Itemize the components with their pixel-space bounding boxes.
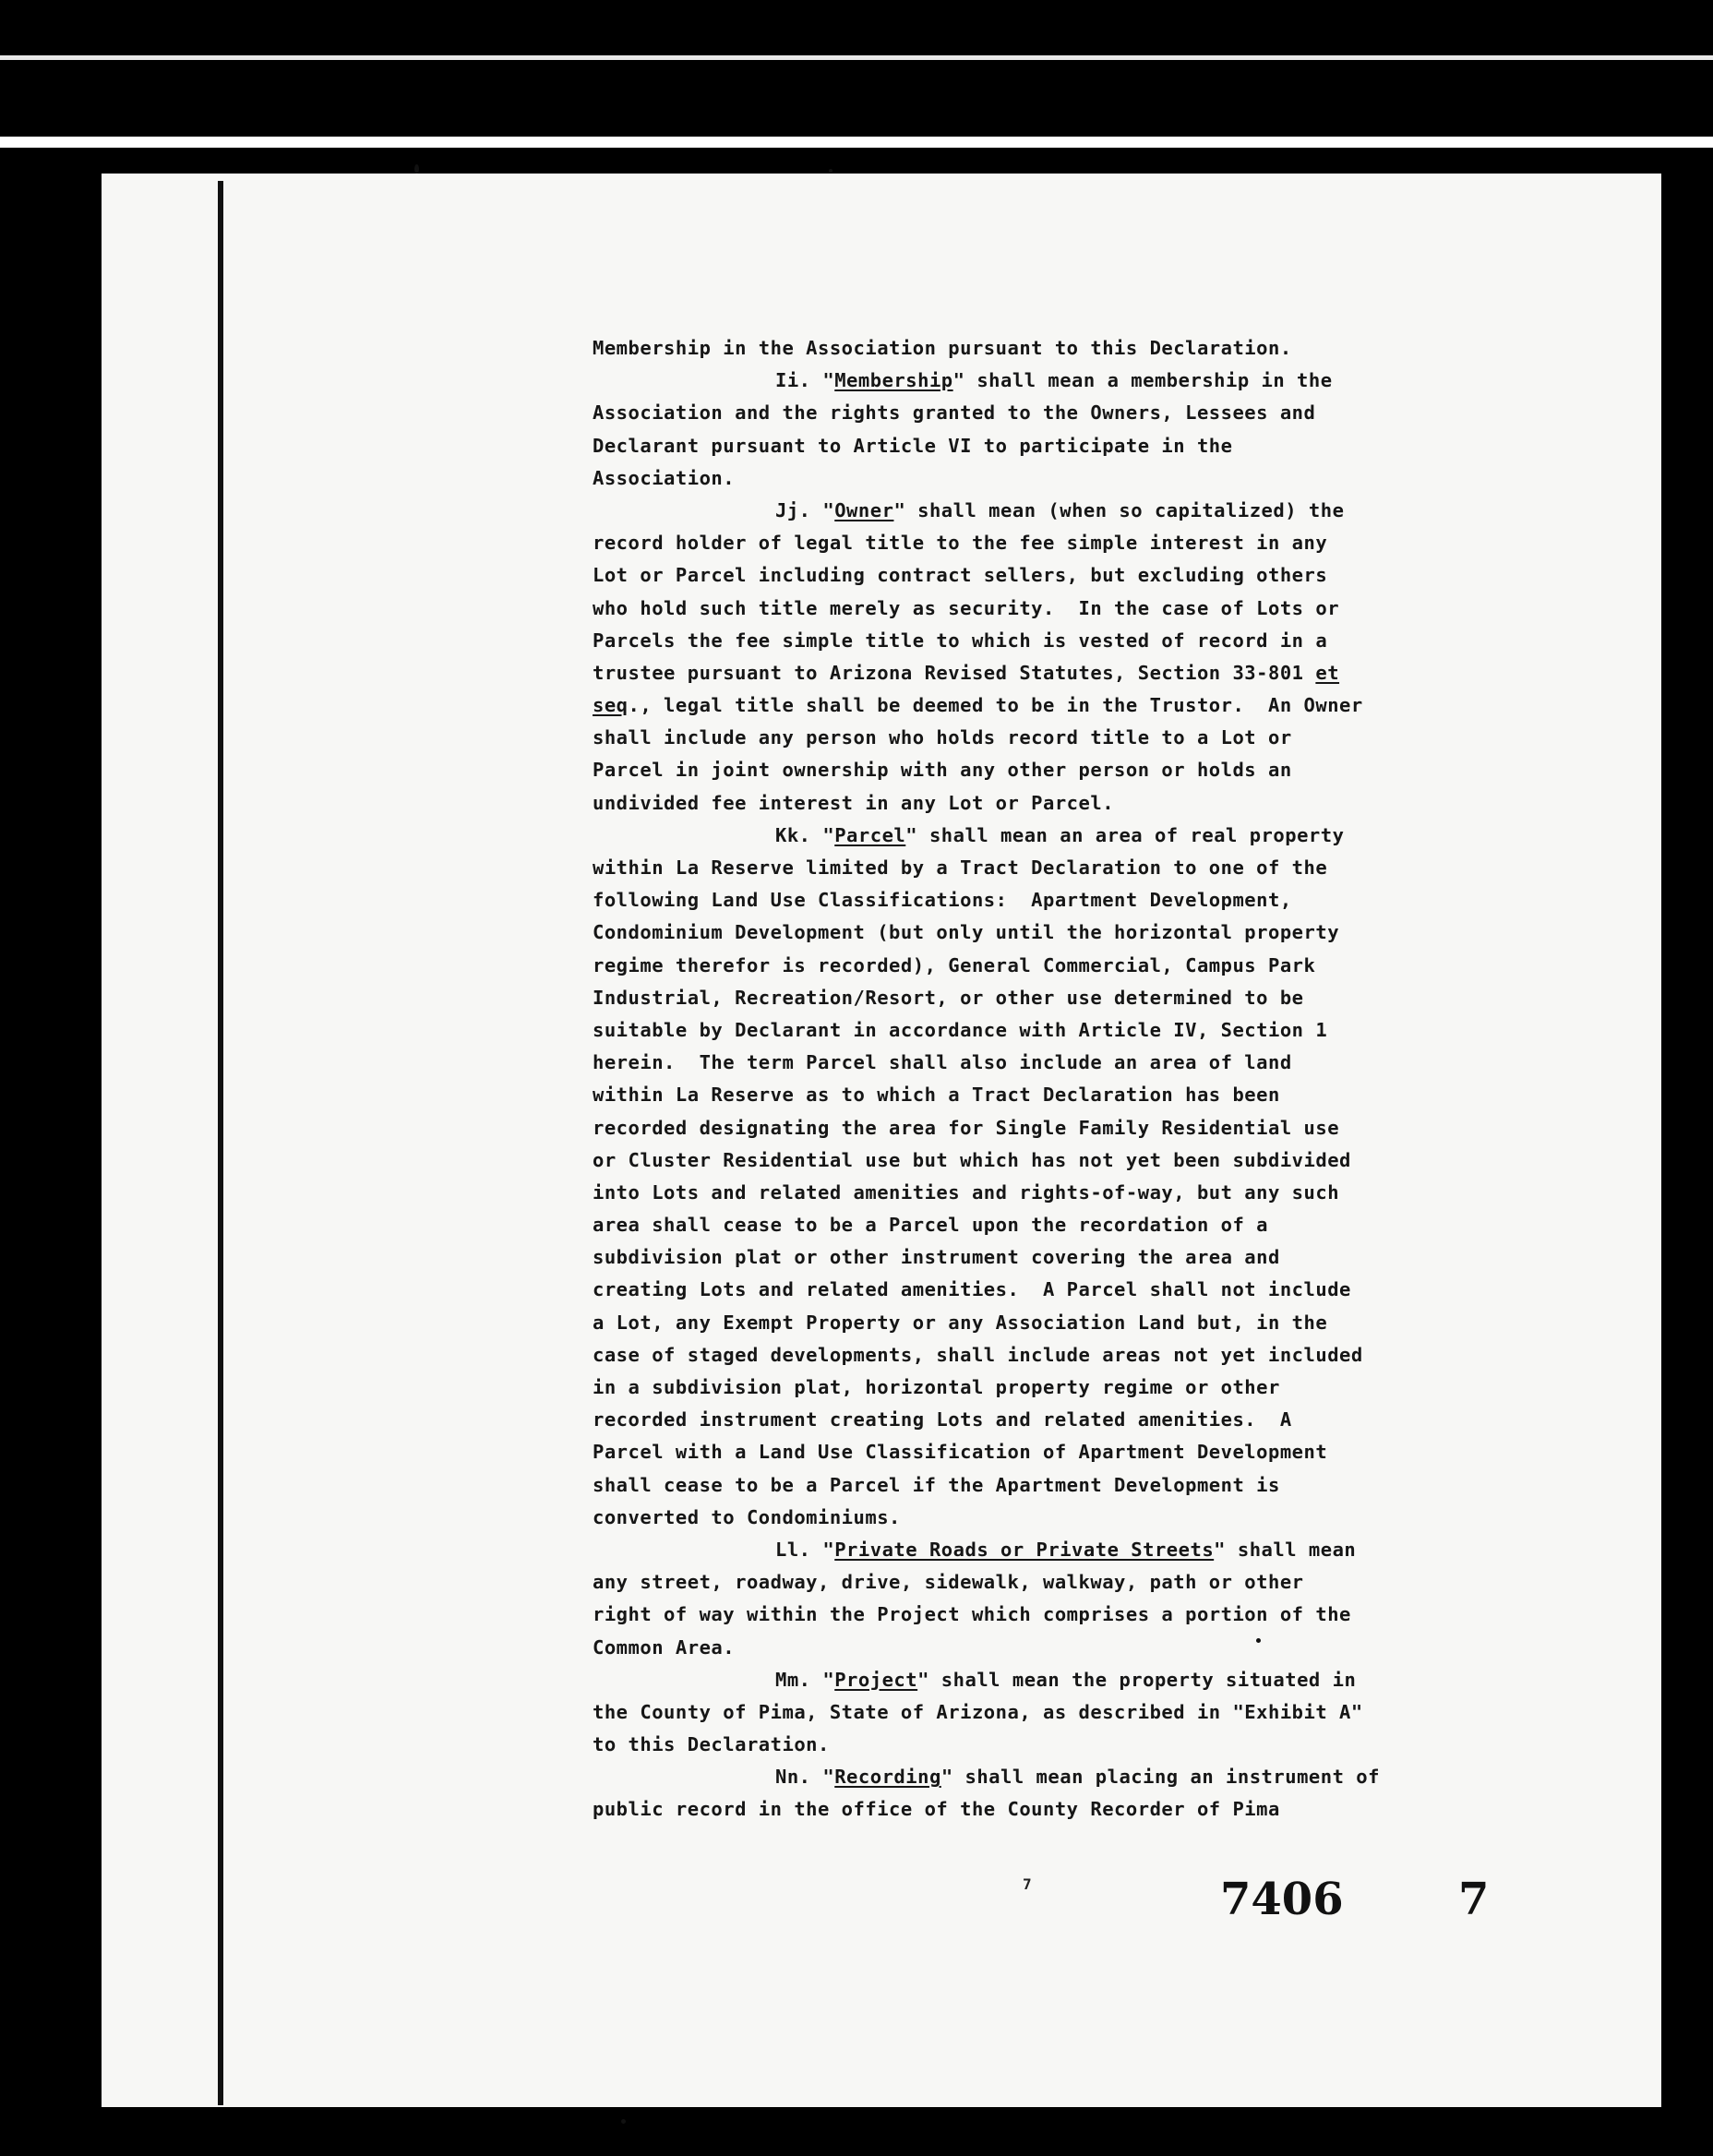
text-segment: regime therefor is recorded), General Commercial, Campus Park bbox=[593, 953, 1316, 976]
text-line bbox=[593, 1274, 1460, 1306]
text-segment: public record in the office of the County Recorder of Pima bbox=[593, 1798, 1280, 1821]
text-segment: Common Area. bbox=[593, 1635, 736, 1659]
scan-band bbox=[0, 137, 1713, 148]
defined-term: Membership bbox=[834, 369, 953, 392]
scan-speck bbox=[621, 2119, 626, 2124]
text-line bbox=[593, 1404, 1460, 1436]
scan-speck bbox=[414, 164, 419, 174]
text-segment: " shall mean the property situated in bbox=[917, 1668, 1357, 1691]
text-line bbox=[593, 1502, 1460, 1534]
text-segment: Parcels the fee simple title to which is vested of record in a bbox=[593, 629, 1328, 652]
text-segment: within La Reserve limited by a Tract Declaration to one of the bbox=[593, 856, 1328, 879]
text-segment: subdivision plat or other instrument covering the area and bbox=[593, 1246, 1280, 1269]
text-line bbox=[593, 1079, 1460, 1111]
text-segment: case of staged developments, shall include areas not yet included bbox=[593, 1343, 1363, 1366]
text-segment: into Lots and related amenities and rights-of-way, but any such bbox=[593, 1180, 1340, 1204]
text-segment: shall cease to be a Parcel if the Apartment Development is bbox=[593, 1473, 1280, 1496]
text-segment: ., legal title shall be deemed to be in the Trustor. An Owner bbox=[628, 694, 1363, 717]
binding-line bbox=[218, 181, 223, 2105]
text-line bbox=[593, 689, 1460, 722]
text-line bbox=[593, 1696, 1460, 1729]
recording-stamp-number: 7406 bbox=[1220, 1874, 1344, 1925]
text-line bbox=[593, 1339, 1460, 1371]
text-line bbox=[593, 722, 1460, 754]
text-segment: to this Declaration. bbox=[593, 1733, 830, 1756]
text-segment: who hold such title merely as security. In the case of Lots or bbox=[593, 596, 1340, 619]
text-segment: Membership in the Association pursuant to this Declaration. bbox=[593, 337, 1292, 359]
text-line bbox=[593, 1177, 1460, 1209]
text-segment: recorded designating the area for Single Family Residential use bbox=[593, 1116, 1340, 1139]
text-segment: " shall mean placing an instrument of bbox=[940, 1766, 1380, 1789]
text-segment: Declarant pursuant to Article VI to participate in the bbox=[593, 434, 1233, 457]
text-line bbox=[593, 657, 1460, 689]
text-line bbox=[593, 593, 1460, 625]
text-line bbox=[593, 754, 1460, 786]
text-segment: Lot or Parcel including contract sellers, but excluding others bbox=[593, 564, 1328, 587]
text-segment: Mm. " bbox=[775, 1668, 835, 1691]
text-segment: or Cluster Residential use but which has not yet been subdivided bbox=[593, 1148, 1351, 1171]
text-segment: Ll. " bbox=[775, 1538, 835, 1561]
text-segment: a Lot, any Exempt Property or any Association Land but, in the bbox=[593, 1311, 1328, 1334]
text-line bbox=[593, 365, 1460, 397]
text-line bbox=[593, 559, 1460, 592]
declaration-text bbox=[593, 332, 1460, 1827]
text-line bbox=[593, 430, 1460, 462]
text-line bbox=[593, 1014, 1460, 1047]
text-line bbox=[593, 1793, 1460, 1826]
text-segment: suitable by Declarant in accordance with Article IV, Section 1 bbox=[593, 1018, 1328, 1041]
text-segment: in a subdivision plat, horizontal property regime or other bbox=[593, 1376, 1280, 1398]
text-line bbox=[593, 1632, 1460, 1664]
text-line bbox=[593, 527, 1460, 559]
defined-term: Private Roads or Private Streets bbox=[834, 1538, 1215, 1561]
defined-term: Parcel bbox=[834, 823, 906, 846]
text-segment: recorded instrument creating Lots and related amenities. A bbox=[593, 1408, 1292, 1431]
text-line bbox=[593, 1469, 1460, 1502]
text-segment: Condominium Development (but only until the horizontal property bbox=[593, 921, 1340, 944]
text-line bbox=[593, 1534, 1460, 1566]
text-line bbox=[593, 495, 1460, 527]
defined-term: Recording bbox=[834, 1766, 941, 1789]
text-line bbox=[593, 1047, 1460, 1079]
text-segment: Ii. " bbox=[775, 369, 835, 392]
text-line bbox=[593, 1371, 1460, 1404]
text-segment: right of way within the Project which comprises a portion of the bbox=[593, 1603, 1351, 1626]
text-line bbox=[593, 1761, 1460, 1793]
text-line bbox=[593, 1566, 1460, 1599]
text-segment: area shall cease to be a Parcel upon the recordation of a bbox=[593, 1214, 1268, 1237]
text-line bbox=[593, 1307, 1460, 1339]
text-segment: undivided fee interest in any Lot or Parcel. bbox=[593, 791, 1115, 814]
text-segment: " shall mean a membership in the bbox=[952, 369, 1333, 392]
text-line bbox=[593, 787, 1460, 820]
text-line bbox=[593, 397, 1460, 429]
page-number: 7 bbox=[1023, 1875, 1032, 1893]
text-segment: converted to Condominiums. bbox=[593, 1505, 901, 1528]
text-line bbox=[593, 625, 1460, 657]
text-segment: the County of Pima, State of Arizona, as described in "Exhibit A" bbox=[593, 1700, 1363, 1723]
text-line bbox=[593, 820, 1460, 852]
defined-term: Owner bbox=[834, 498, 894, 521]
text-line bbox=[593, 1112, 1460, 1144]
text-segment: following Land Use Classifications: Apartment Development, bbox=[593, 889, 1292, 912]
text-line bbox=[593, 1436, 1460, 1468]
text-segment: any street, roadway, drive, sidewalk, walkway, path or other bbox=[593, 1571, 1304, 1594]
text-line bbox=[593, 884, 1460, 916]
text-segment: Jj. " bbox=[775, 498, 835, 521]
text-line bbox=[593, 462, 1460, 495]
text-line bbox=[593, 982, 1460, 1014]
defined-term: seq bbox=[593, 694, 629, 717]
scan-top-line bbox=[0, 55, 1713, 60]
text-line bbox=[593, 1241, 1460, 1274]
text-segment: Parcel with a Land Use Classification of Apartment Development bbox=[593, 1441, 1328, 1464]
text-segment: shall include any person who holds record title to a Lot or bbox=[593, 726, 1292, 749]
text-line bbox=[593, 852, 1460, 884]
text-line bbox=[593, 1599, 1460, 1631]
defined-term: Project bbox=[834, 1668, 918, 1691]
text-line bbox=[593, 1209, 1460, 1241]
text-segment: creating Lots and related amenities. A Parcel shall not include bbox=[593, 1278, 1351, 1301]
text-segment: trustee pursuant to Arizona Revised Statutes, Section 33-801 bbox=[593, 661, 1316, 684]
text-segment: record holder of legal title to the fee simple interest in any bbox=[593, 532, 1328, 555]
text-segment: Association. bbox=[593, 466, 736, 489]
text-segment: herein. The term Parcel shall also include an area of land bbox=[593, 1051, 1292, 1074]
text-line bbox=[593, 1729, 1460, 1761]
text-segment: Industrial, Recreation/Resort, or other use determined to be bbox=[593, 986, 1304, 1009]
text-line bbox=[593, 332, 1460, 365]
text-line bbox=[593, 916, 1460, 949]
text-segment: " shall mean bbox=[1214, 1538, 1357, 1561]
scan-speck bbox=[829, 169, 833, 173]
text-segment: Parcel in joint ownership with any other person or holds an bbox=[593, 759, 1292, 782]
text-segment: within La Reserve as to which a Tract Declaration has been bbox=[593, 1084, 1280, 1107]
defined-term: et bbox=[1315, 661, 1340, 684]
text-segment: Kk. " bbox=[775, 823, 835, 846]
text-segment: Association and the rights granted to the Owners, Lessees and bbox=[593, 401, 1316, 425]
text-segment: " shall mean (when so capitalized) the bbox=[893, 498, 1345, 521]
recording-stamp-page: 7 bbox=[1458, 1874, 1490, 1925]
text-line bbox=[593, 1144, 1460, 1177]
text-line bbox=[593, 950, 1460, 982]
text-segment: " shall mean an area of real property bbox=[905, 823, 1345, 846]
text-segment: Nn. " bbox=[775, 1766, 835, 1789]
text-line bbox=[593, 1664, 1460, 1696]
